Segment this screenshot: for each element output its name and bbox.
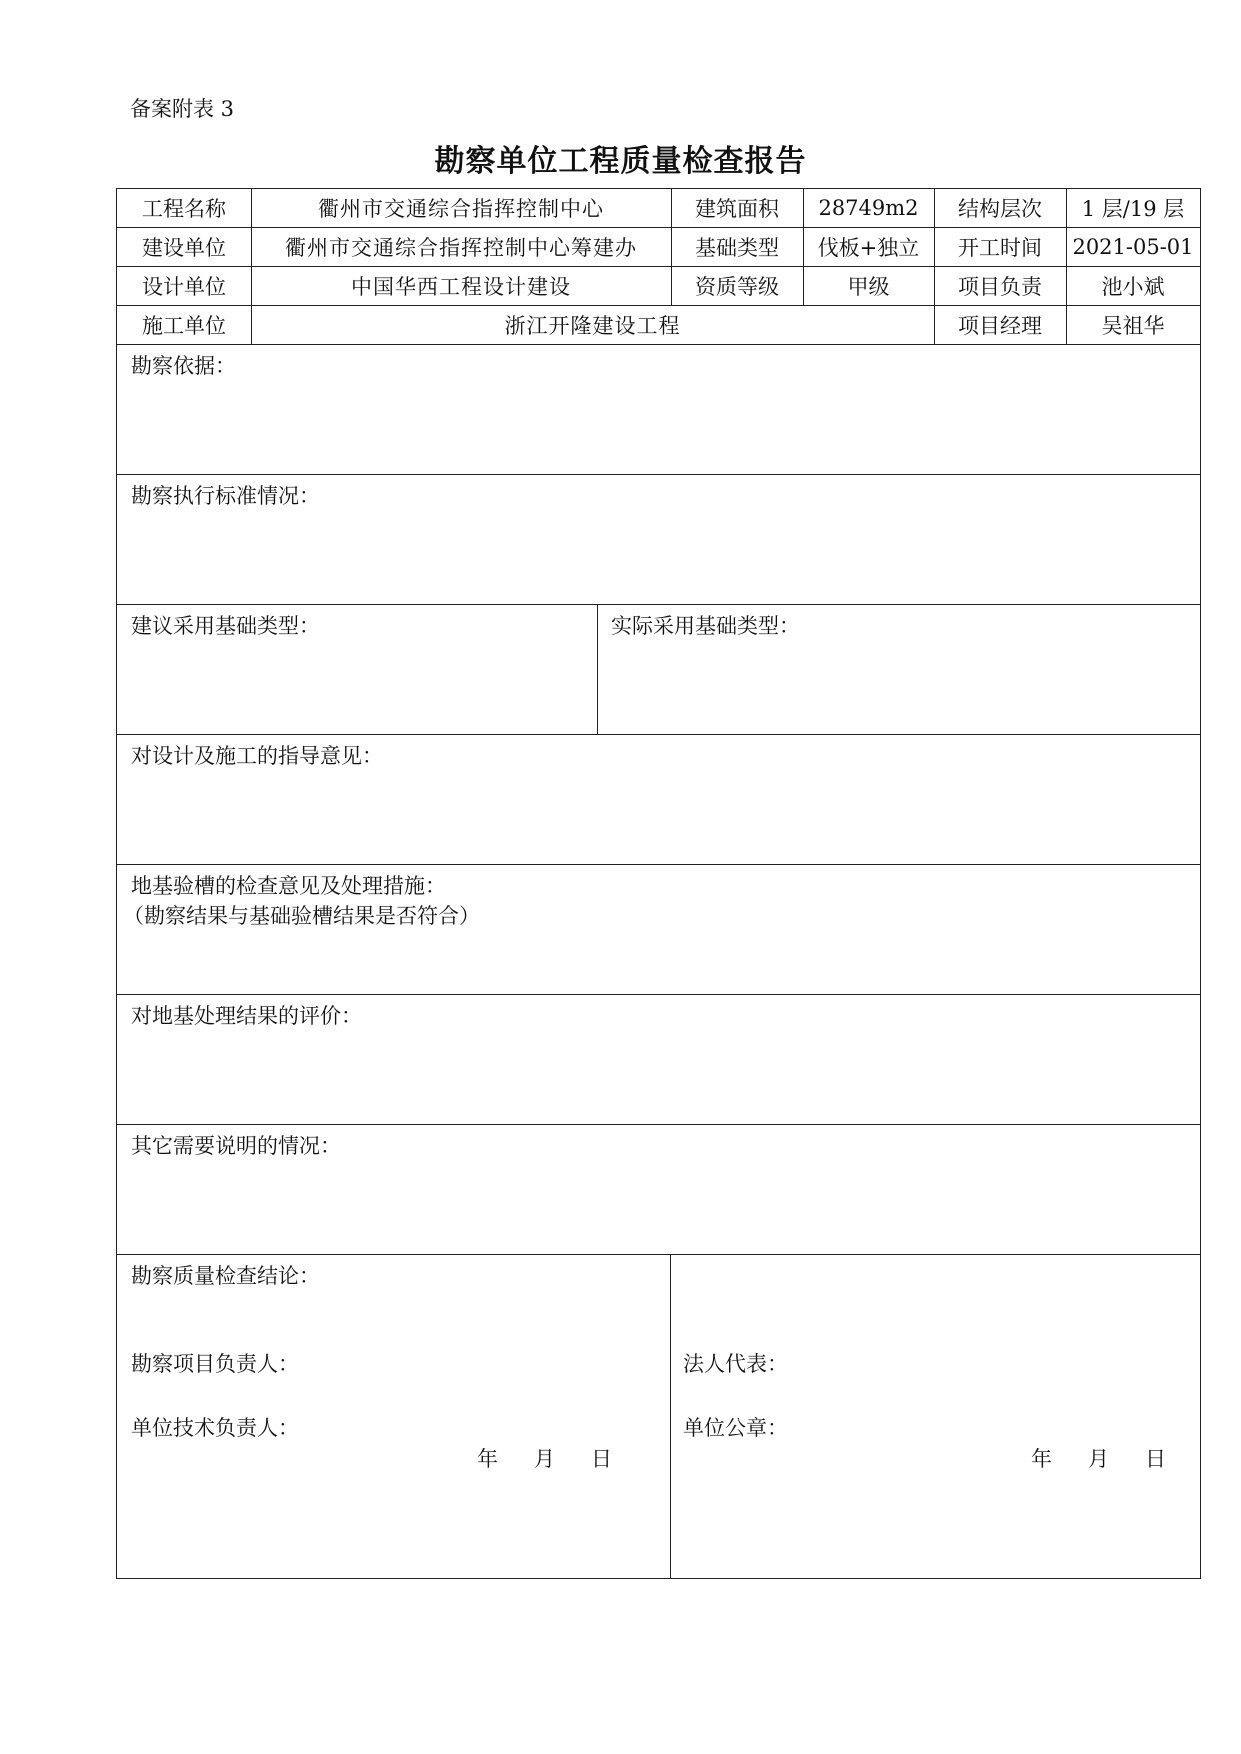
start-date-label: 开工时间 [958, 235, 1042, 260]
treatment-evaluation-label: 对地基处理结果的评价： [131, 1004, 362, 1028]
survey-basis-label: 勘察依据： [131, 354, 236, 378]
tech-lead-signature-label: 单位技术负责人： [131, 1416, 299, 1440]
standards-label: 勘察执行标准情况： [131, 484, 320, 508]
qualification-value: 甲级 [847, 274, 890, 299]
foundation-type-value: 伐板+独立 [817, 235, 920, 260]
foundation-type-label: 基础类型 [695, 235, 779, 260]
designer-label: 设计单位 [142, 274, 226, 299]
trench-check-note: （勘察结果与基础验槽结果是否符合） [123, 904, 480, 928]
project-name-value: 衢州市交通综合指挥控制中心 [318, 197, 604, 221]
year-label: 年 [1031, 1447, 1052, 1471]
row-divider [117, 474, 1200, 475]
qualification-label: 资质等级 [695, 274, 779, 299]
developer-value: 衢州市交通综合指挥控制中心筹建办 [285, 235, 637, 260]
unit-seal-label: 单位公章： [683, 1416, 788, 1440]
year-label: 年 [477, 1447, 498, 1471]
survey-lead-signature-label: 勘察项目负责人： [131, 1352, 299, 1376]
row-divider [117, 734, 1200, 735]
month-label: 月 [1088, 1447, 1109, 1471]
suggested-foundation-label: 建议采用基础类型： [131, 614, 320, 638]
developer-label: 建设单位 [142, 235, 226, 260]
contractor-value: 浙江开隆建设工程 [504, 313, 681, 338]
trench-check-label: 地基验槽的检查意见及处理措施： [131, 874, 446, 898]
project-lead-label: 项目负责 [958, 274, 1042, 299]
structure-floors-label: 结构层次 [958, 197, 1042, 221]
report-form-table [116, 188, 1201, 1579]
row-divider [117, 604, 1200, 605]
actual-foundation-label: 实际采用基础类型： [611, 614, 800, 638]
start-date-value: 2021-05-01 [1072, 234, 1194, 259]
structure-floors-value: 1 层/19 层 [1081, 197, 1185, 221]
right-date-line [1031, 1443, 1202, 1473]
row-divider [117, 344, 1200, 345]
other-notes-label: 其它需要说明的情况： [131, 1134, 341, 1158]
row-divider [117, 1124, 1200, 1125]
col-divider [670, 1254, 671, 1578]
row-divider [117, 994, 1200, 995]
appendix-label: 备案附表 3 [130, 97, 235, 121]
left-date-line [477, 1443, 648, 1473]
row-divider [117, 864, 1200, 865]
day-label: 日 [1145, 1447, 1166, 1471]
contractor-label: 施工单位 [142, 313, 226, 338]
row-divider [117, 1254, 1200, 1255]
month-label: 月 [534, 1447, 555, 1471]
page-title: 勘察单位工程质量检查报告 [434, 144, 807, 179]
project-lead-value: 池小斌 [1101, 274, 1165, 299]
col-divider [597, 604, 598, 734]
legal-rep-signature-label: 法人代表： [683, 1352, 788, 1376]
building-area-value: 28749m2 [818, 196, 919, 220]
designer-value: 中国华西工程设计建设 [351, 274, 571, 299]
day-label: 日 [591, 1447, 612, 1471]
project-manager-value: 吴祖华 [1101, 313, 1165, 338]
project-manager-label: 项目经理 [958, 313, 1042, 338]
guidance-label: 对设计及施工的指导意见： [131, 744, 383, 768]
conclusion-label: 勘察质量检查结论： [131, 1264, 320, 1288]
building-area-label: 建筑面积 [695, 197, 779, 221]
project-name-label: 工程名称 [142, 197, 226, 221]
